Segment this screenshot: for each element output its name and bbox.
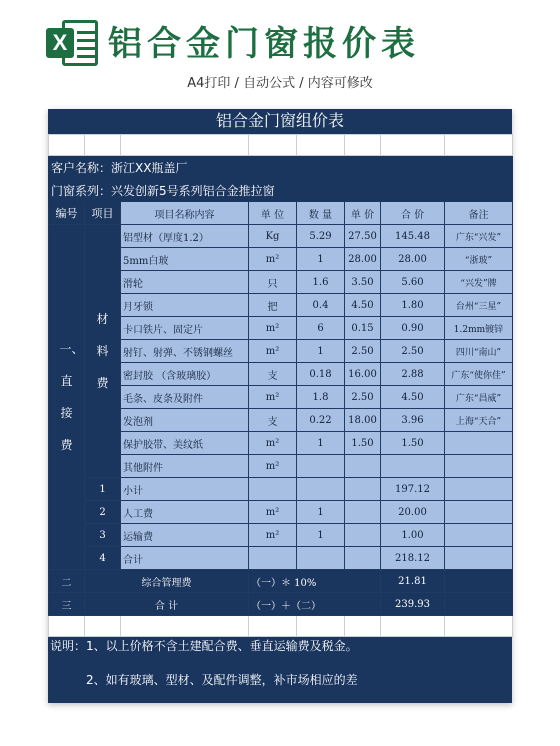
item-qty: 5.29 bbox=[297, 225, 345, 248]
item-qty: 1.8 bbox=[297, 386, 345, 409]
item-note: “兴发”牌 bbox=[445, 271, 513, 294]
item-unit: m² bbox=[249, 248, 297, 271]
row-note bbox=[445, 547, 513, 570]
row-price bbox=[345, 501, 381, 524]
row-qty bbox=[297, 478, 345, 501]
group-no-text: 一、直接费 bbox=[59, 342, 84, 452]
row-formula: （一）＊ 10% bbox=[249, 570, 381, 593]
item-name: 月牙锁 bbox=[121, 294, 249, 317]
item-price: 3.50 bbox=[345, 271, 381, 294]
item-name: 保护胶带、美纹纸 bbox=[121, 432, 249, 455]
col-header: 项目 bbox=[85, 202, 121, 225]
item-unit: m² bbox=[249, 455, 297, 478]
item-note: 1.2mm镀锌 bbox=[445, 317, 513, 340]
item-total bbox=[381, 455, 445, 478]
row-no: 1 bbox=[85, 478, 121, 501]
summary-row bbox=[49, 501, 513, 524]
row-unit bbox=[249, 478, 297, 501]
item-total: 2.88 bbox=[381, 363, 445, 386]
item-total: 0.90 bbox=[381, 317, 445, 340]
material-row bbox=[49, 225, 513, 248]
item-price: 1.50 bbox=[345, 432, 381, 455]
page-header bbox=[0, 0, 560, 100]
group-label bbox=[85, 225, 121, 478]
item-qty: 1 bbox=[297, 248, 345, 271]
item-unit: m² bbox=[249, 386, 297, 409]
row-unit: m² bbox=[249, 501, 297, 524]
row-name: 小计 bbox=[121, 478, 249, 501]
item-name: 卡口铁片、固定片 bbox=[121, 317, 249, 340]
item-price: 4.50 bbox=[345, 294, 381, 317]
item-price: 2.50 bbox=[345, 386, 381, 409]
item-note: “浙玻” bbox=[445, 248, 513, 271]
excel-icon: X bbox=[46, 14, 100, 72]
note-line: 说明：1、以上价格不含土建配合费、垂直运输费及税金。 bbox=[50, 639, 358, 653]
sheet-title: 铝合金门窗组价表 bbox=[215, 111, 344, 130]
spacer-row bbox=[49, 135, 513, 156]
management-fee-row bbox=[49, 570, 513, 593]
item-note bbox=[445, 432, 513, 455]
item-price bbox=[345, 455, 381, 478]
item-unit: Kg bbox=[249, 225, 297, 248]
item-note: 广东“昌威” bbox=[445, 386, 513, 409]
item-total: 5.60 bbox=[381, 271, 445, 294]
group-no bbox=[49, 225, 85, 570]
row-note bbox=[445, 478, 513, 501]
row-no: 4 bbox=[85, 547, 121, 570]
item-note: 广东“兴发” bbox=[445, 225, 513, 248]
item-qty: 1.6 bbox=[297, 271, 345, 294]
item-price: 2.50 bbox=[345, 340, 381, 363]
row-qty: 1 bbox=[297, 524, 345, 547]
page-title: 铝合金门窗报价表 bbox=[108, 24, 420, 64]
spacer-row bbox=[49, 616, 513, 637]
summary-row bbox=[49, 524, 513, 547]
item-name: 毛条、皮条及附件 bbox=[121, 386, 249, 409]
item-price: 16.00 bbox=[345, 363, 381, 386]
item-name: 密封胶 （含玻璃胶） bbox=[121, 363, 249, 386]
row-name: 人工费 bbox=[121, 501, 249, 524]
item-qty: 0.22 bbox=[297, 409, 345, 432]
row-label: 综合管理费 bbox=[85, 570, 249, 593]
item-note: 广东“使你佳” bbox=[445, 363, 513, 386]
row-qty: 1 bbox=[297, 501, 345, 524]
item-total: 1.80 bbox=[381, 294, 445, 317]
note-line: 2、如有玻璃、型材、及配件调整，补市场相应的差 bbox=[86, 673, 358, 687]
item-name: 铝型材（厚度1.2） bbox=[121, 225, 249, 248]
summary-row bbox=[49, 478, 513, 501]
page-subtitle: A4打印 / 自动公式 / 内容可修改 bbox=[187, 76, 373, 91]
row-qty bbox=[297, 547, 345, 570]
item-price: 18.00 bbox=[345, 409, 381, 432]
item-total: 2.50 bbox=[381, 340, 445, 363]
item-unit: 把 bbox=[249, 294, 297, 317]
grand-total-row bbox=[49, 593, 513, 616]
col-header: 编号 bbox=[49, 202, 85, 225]
item-total: 145.48 bbox=[381, 225, 445, 248]
item-price: 27.50 bbox=[345, 225, 381, 248]
row-label: 合 计 bbox=[85, 593, 249, 616]
item-unit: m² bbox=[249, 340, 297, 363]
item-unit: 支 bbox=[249, 363, 297, 386]
row-note bbox=[445, 593, 513, 616]
row-unit bbox=[249, 547, 297, 570]
item-name: 滑轮 bbox=[121, 271, 249, 294]
row-note bbox=[445, 570, 513, 593]
col-header: 数 量 bbox=[297, 202, 345, 225]
row-total: 1.00 bbox=[381, 524, 445, 547]
item-note: 台州“三星” bbox=[445, 294, 513, 317]
column-header-row bbox=[49, 202, 513, 225]
summary-row bbox=[49, 547, 513, 570]
row-no: 3 bbox=[85, 524, 121, 547]
item-qty bbox=[297, 455, 345, 478]
item-qty: 1 bbox=[297, 340, 345, 363]
col-header: 备注 bbox=[445, 202, 513, 225]
row-name: 合计 bbox=[121, 547, 249, 570]
item-price: 0.15 bbox=[345, 317, 381, 340]
item-unit: 只 bbox=[249, 271, 297, 294]
col-header: 项目名称内容 bbox=[121, 202, 249, 225]
group-label-text: 材料费 bbox=[96, 312, 109, 390]
price-sheet bbox=[48, 109, 512, 703]
price-table bbox=[48, 134, 513, 637]
item-qty: 6 bbox=[297, 317, 345, 340]
row-no: 二 bbox=[49, 570, 85, 593]
row-total: 21.81 bbox=[381, 570, 445, 593]
row-note bbox=[445, 501, 513, 524]
item-total: 1.50 bbox=[381, 432, 445, 455]
item-unit: m² bbox=[249, 317, 297, 340]
row-total: 218.12 bbox=[381, 547, 445, 570]
item-note: 上海“天合” bbox=[445, 409, 513, 432]
row-total: 239.93 bbox=[381, 593, 445, 616]
item-note bbox=[445, 455, 513, 478]
item-total: 4.50 bbox=[381, 386, 445, 409]
row-note bbox=[445, 524, 513, 547]
row-total: 20.00 bbox=[381, 501, 445, 524]
item-total: 28.00 bbox=[381, 248, 445, 271]
col-header: 合 价 bbox=[381, 202, 445, 225]
row-unit: m² bbox=[249, 524, 297, 547]
row-name: 运输费 bbox=[121, 524, 249, 547]
item-qty: 0.18 bbox=[297, 363, 345, 386]
row-no: 2 bbox=[85, 501, 121, 524]
item-name: 射钉、射弹、不锈钢螺丝 bbox=[121, 340, 249, 363]
item-note: 四川“南山” bbox=[445, 340, 513, 363]
row-price bbox=[345, 478, 381, 501]
item-unit: 支 bbox=[249, 409, 297, 432]
window-series: 门窗系列：兴发创新5号系列铝合金推拉窗 bbox=[49, 179, 513, 202]
series-row bbox=[49, 179, 513, 202]
item-name: 其他附件 bbox=[121, 455, 249, 478]
col-header: 单 价 bbox=[345, 202, 381, 225]
item-name: 发泡剂 bbox=[121, 409, 249, 432]
item-qty: 1 bbox=[297, 432, 345, 455]
item-qty: 0.4 bbox=[297, 294, 345, 317]
row-no: 三 bbox=[49, 593, 85, 616]
customer-row bbox=[49, 156, 513, 179]
item-name: 5mm白玻 bbox=[121, 248, 249, 271]
col-header: 单 位 bbox=[249, 202, 297, 225]
item-price: 28.00 bbox=[345, 248, 381, 271]
row-total: 197.12 bbox=[381, 478, 445, 501]
item-unit: m² bbox=[249, 432, 297, 455]
customer-name: 客户名称：浙江XX瓶盖厂 bbox=[49, 156, 513, 179]
row-price bbox=[345, 547, 381, 570]
row-formula: （一）＋（二） bbox=[249, 593, 381, 616]
row-price bbox=[345, 524, 381, 547]
item-total: 3.96 bbox=[381, 409, 445, 432]
